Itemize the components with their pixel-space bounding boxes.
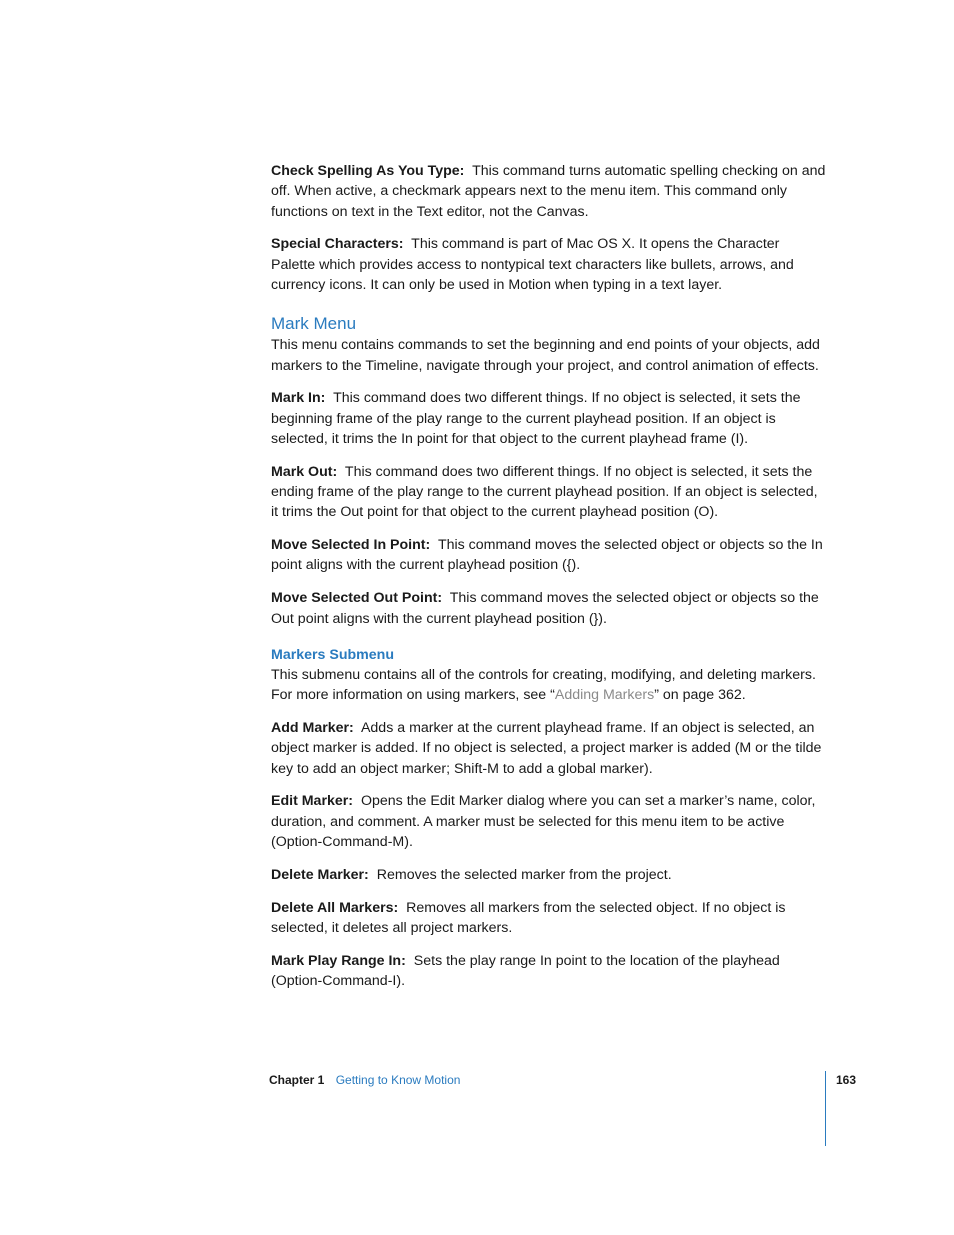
delete-marker-term: Delete Marker: [271, 866, 369, 883]
check-spelling-text: This command turns automatic spelling checking on and off. When active, a checkmark appears next to the menu item. This command only functions on text in the Text editor, not the Canvas. [271, 163, 826, 220]
markers-submenu-intro [271, 665, 827, 706]
page-content [271, 161, 827, 1004]
mark-play-range-in-term: Mark Play Range In: [271, 952, 406, 969]
add-marker-paragraph [271, 718, 827, 779]
mark-menu-intro: This menu contains commands to set the beginning and end points of your objects, add markers to the Timeline, navigate through your project, and control animation of effects. [271, 337, 820, 374]
markers-intro-before: This submenu contains all of the controls for creating, modifying, and deleting markers. For more information on using markers, see “ [271, 666, 816, 704]
move-out-text: This command moves the selected object or objects so the Out point aligns with the current playhead position (}). [271, 590, 819, 627]
delete-all-markers-term: Delete All Markers: [271, 899, 399, 916]
mark-out-text: This command does two different things. If no object is selected, it sets the ending frame of the play range to the current playhead position. If an object is selected, it trims the Out point for that object to the current playhead position (O). [271, 463, 818, 521]
move-in-term: Move Selected In Point: [271, 537, 431, 554]
mark-play-range-in-text: Sets the play range In point to the location of the playhead (Option-Command-I). [271, 952, 780, 989]
edit-marker-term: Edit Marker: [271, 793, 353, 810]
mark-in-term: Mark In: [271, 390, 326, 407]
delete-marker-paragraph [271, 865, 827, 885]
delete-marker-text: Removes the selected marker from the project. [376, 866, 672, 883]
check-spelling-term: Check Spelling As You Type: [271, 163, 465, 179]
footer-divider [825, 1071, 826, 1146]
mark-in-paragraph [271, 388, 827, 449]
special-characters-text: This command is part of Mac OS X. It opens the Character Palette which provides access to nontypical text characters like bullets, arrows, and currency icons. It can only be used in Motion when typing in a text layer. [271, 236, 794, 293]
chapter-label: Chapter 1 [269, 1073, 325, 1087]
special-characters-paragraph [271, 234, 827, 295]
move-in-paragraph [271, 535, 827, 576]
move-out-paragraph [271, 588, 827, 629]
page-number: 163 [836, 1073, 857, 1087]
markers-intro-after: ” on page 362. [654, 687, 746, 704]
mark-in-text: This command does two different things. If no object is selected, it sets the beginning frame of the play range to the current playhead position. If an object is selected, it trims the In point for that object to the current playhead frame (I). [271, 390, 801, 447]
delete-all-markers-paragraph [271, 898, 827, 939]
add-marker-text: Adds a marker at the current playhead frame. If an object is selected, an object marker is added. If no object is selected, a project marker is added (M or the tilde key to add an object marker; Shift-M to add a global marker). [271, 719, 822, 777]
mark-out-paragraph [271, 462, 827, 523]
delete-all-markers-text: Removes all markers from the selected object. If no object is selected, it deletes all project markers. [271, 899, 786, 936]
edit-marker-paragraph [271, 791, 827, 852]
mark-play-range-in-paragraph [271, 951, 827, 992]
move-in-text: This command moves the selected object or objects so the In point aligns with the current playhead position ({). [271, 537, 823, 574]
check-spelling-paragraph [271, 161, 827, 222]
edit-marker-text: Opens the Edit Marker dialog where you can set a marker’s name, color, duration, and comment. A marker must be selected for this menu item to be active (Option-Command-M). [271, 793, 816, 850]
page-footer [269, 1072, 460, 1088]
chapter-title-link[interactable]: Getting to Know Motion [335, 1073, 461, 1087]
markers-submenu-heading: Markers Submenu [271, 646, 394, 663]
mark-menu-heading: Mark Menu [271, 314, 357, 334]
adding-markers-link[interactable]: Adding Markers [554, 687, 655, 704]
add-marker-term: Add Marker: [271, 719, 354, 736]
special-characters-term: Special Characters: [271, 236, 404, 253]
move-out-term: Move Selected Out Point: [271, 590, 443, 607]
mark-out-term: Mark Out: [271, 463, 338, 480]
